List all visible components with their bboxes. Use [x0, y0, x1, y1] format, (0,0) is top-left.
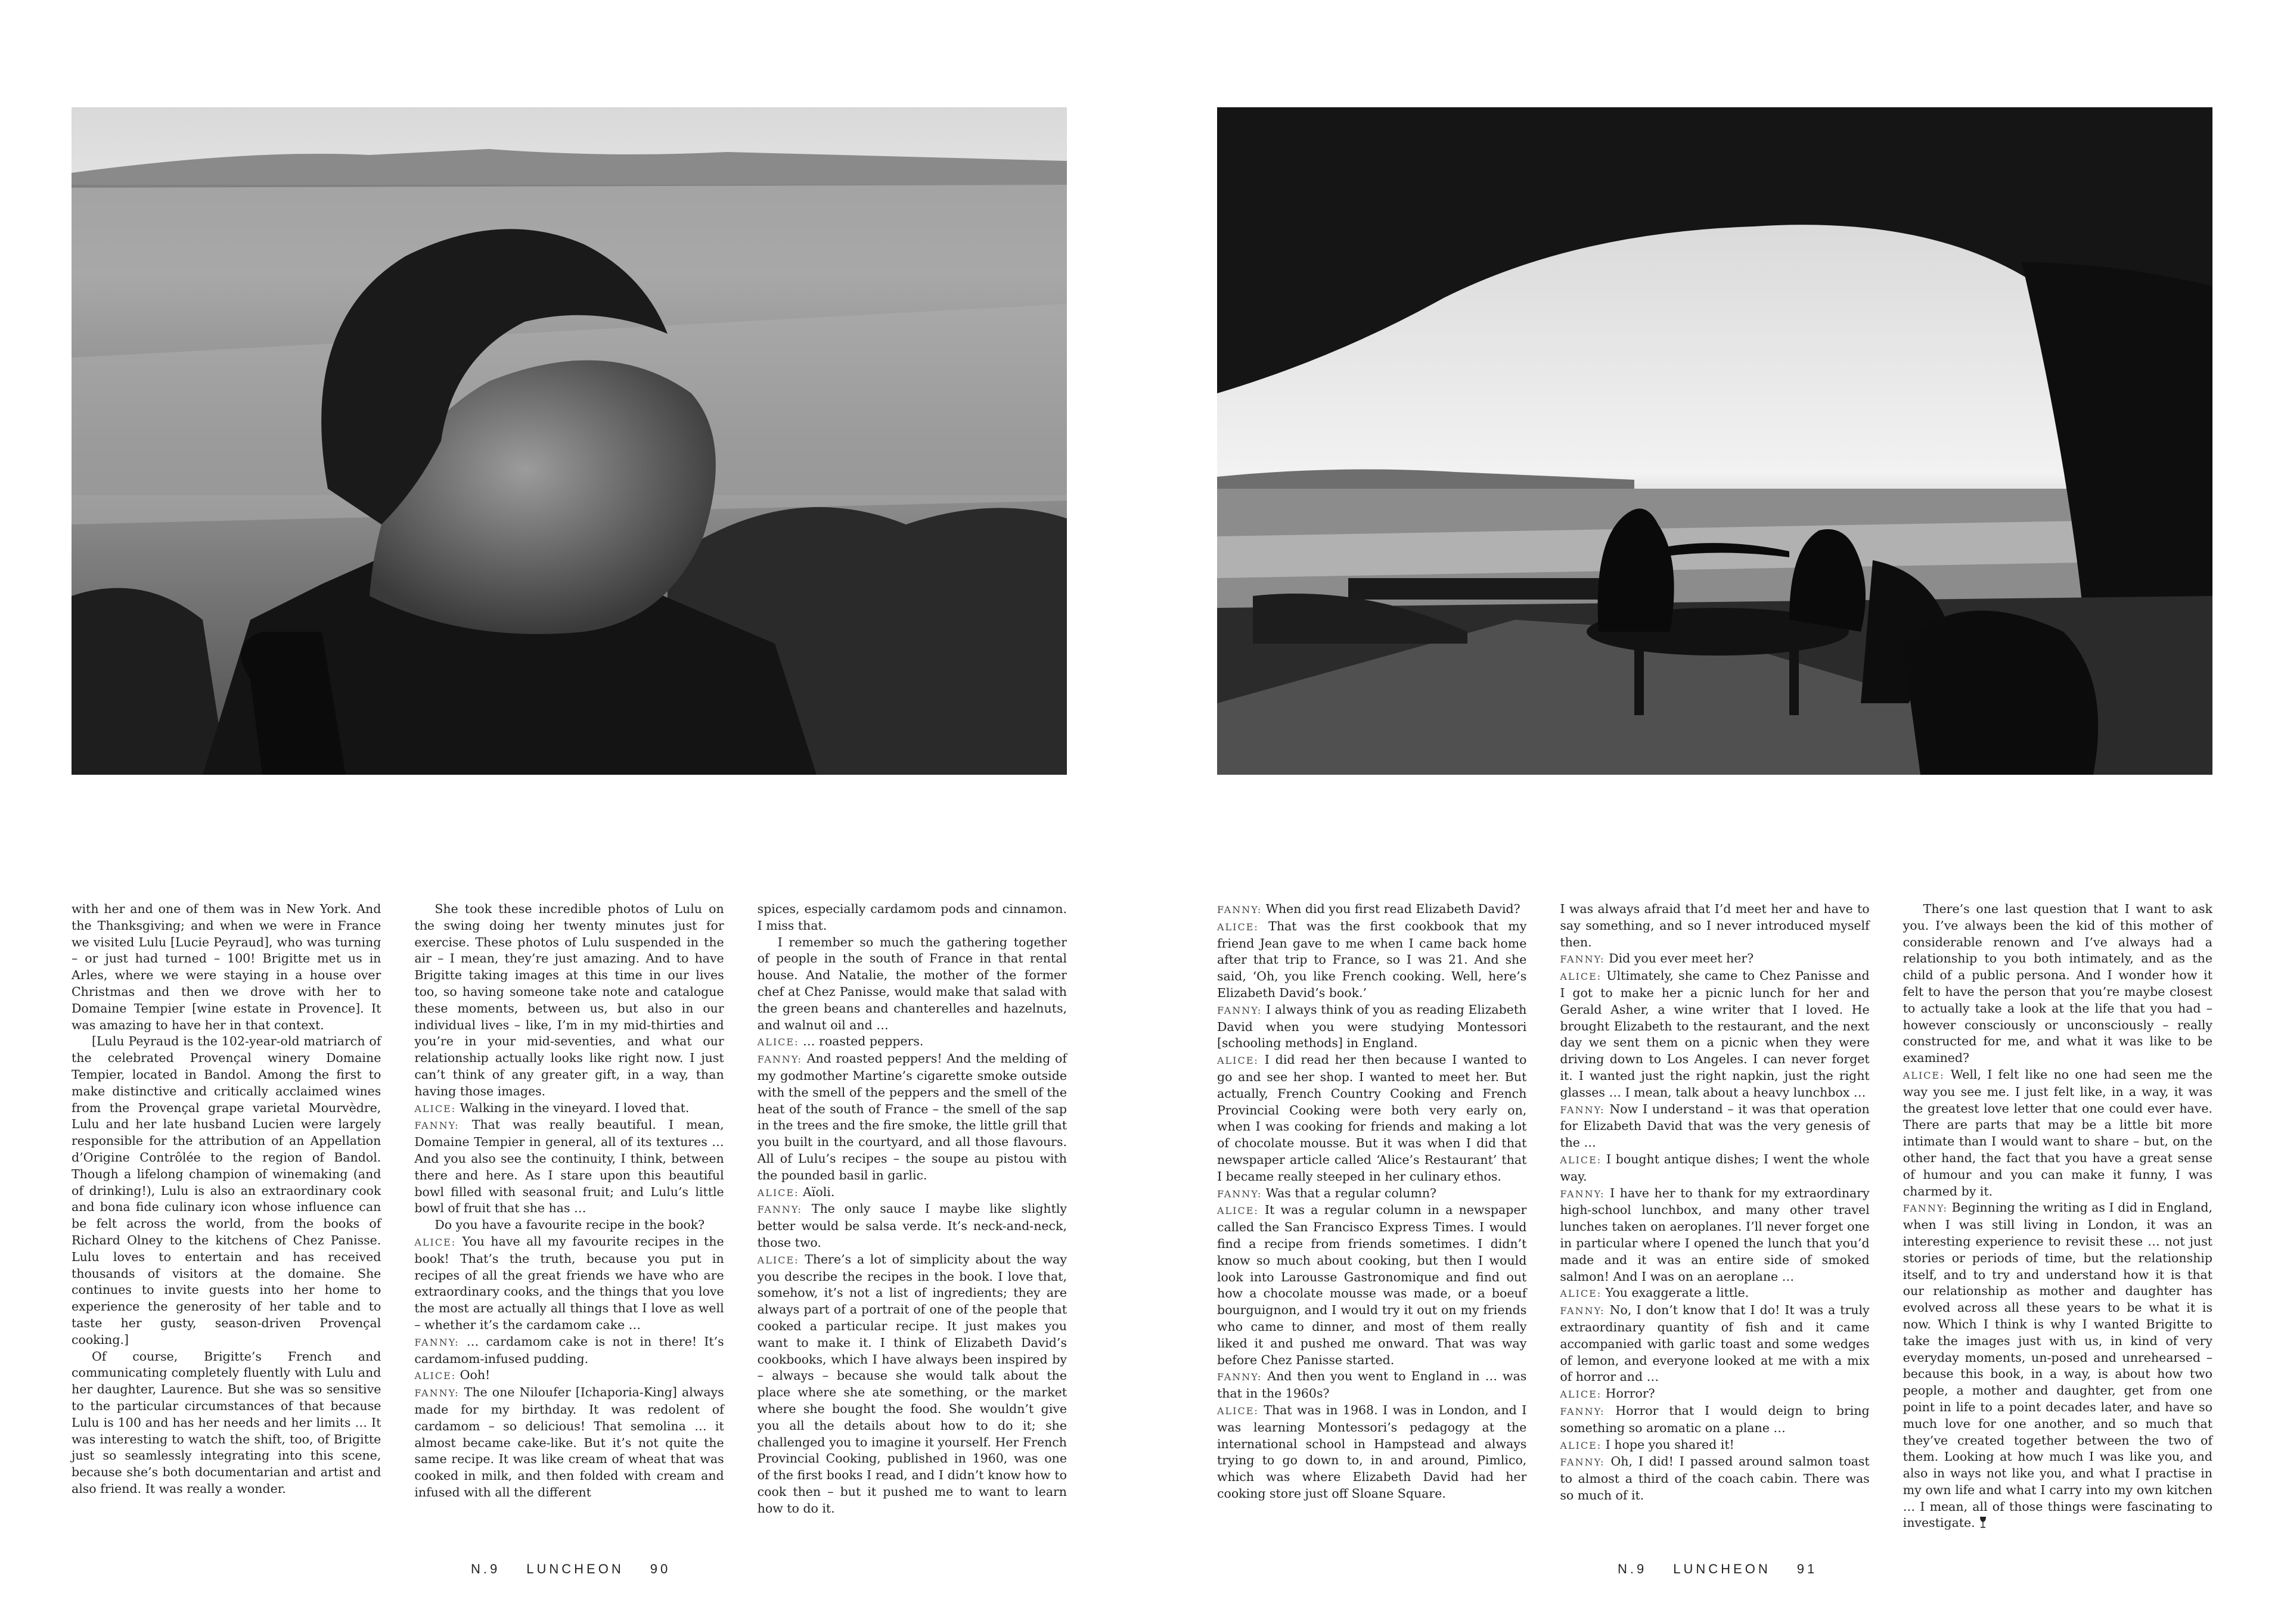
- speaker-label: FANNY:: [1560, 1457, 1605, 1468]
- paragraph: [758, 1201, 1067, 1251]
- paragraph: [1560, 1403, 1869, 1437]
- paragraph: [1217, 1368, 1526, 1402]
- right-photo: [1217, 107, 2212, 775]
- paragraph: [1560, 951, 1869, 968]
- paragraph-text: I always think of you as reading Elizabeth David when you were studying Montessori [schooling methods] in England.: [1217, 1002, 1527, 1051]
- paragraph-text: Well, I felt like no one had seen me the way you see me. I just felt like, in a way, it was the greatest love letter that one could ever have. There are parts that may be a little bit more intimate than I would want to share – but, on the other hand, the fact that you have a great sense of humour and you can make it funny, I was charmed by it.: [1903, 1067, 2212, 1198]
- speaker-label: FANNY:: [757, 1204, 802, 1216]
- paragraph: [1903, 901, 2212, 1067]
- paragraph-text: Ooh!: [460, 1368, 491, 1383]
- paragraph: [414, 1334, 724, 1368]
- paragraph: [1217, 1052, 1526, 1185]
- paragraph-text: Do you have a favourite recipe in the book?: [435, 1218, 705, 1232]
- paragraph: [72, 901, 381, 1033]
- speaker-label: ALICE:: [757, 1036, 799, 1048]
- paragraph-text: … cardamom cake is not in there! It’s cardamom-infused pudding.: [414, 1334, 724, 1366]
- paragraph: [414, 1367, 724, 1384]
- column-6: [1903, 901, 2212, 1530]
- speaker-label: FANNY:: [1560, 1188, 1605, 1200]
- left-photo: [72, 107, 1067, 775]
- paragraph: [1217, 918, 1526, 1002]
- paragraph: [72, 1033, 381, 1348]
- column-1: [72, 901, 381, 1521]
- paragraph: [414, 1234, 724, 1334]
- column-5: [1560, 901, 1869, 1521]
- paragraph: [1560, 1101, 1869, 1151]
- paragraph-text: Horror that I would deign to bring something so aromatic on a plane …: [1560, 1403, 1870, 1435]
- paragraph: [1560, 1151, 1869, 1185]
- landscape-photo-couple-under-tree-icon: [1217, 107, 2212, 775]
- wine-glass-icon: [1979, 1516, 1987, 1529]
- paragraph: [1217, 1185, 1526, 1203]
- paragraph: [414, 1117, 724, 1217]
- paragraph-text: Aïoli.: [803, 1184, 835, 1199]
- left-page: [0, 0, 1140, 1624]
- paragraph: [414, 1384, 724, 1501]
- paragraph: [1560, 901, 1869, 951]
- paragraph-text: I have her to thank for my extraordinary high-school lunchbox, and many other travel lunches taken on aeroplanes. I’ll never forget one in particular where I opened the lunch that you’d made and it was an entire side of smoked salmon! And I was on an aeroplane …: [1560, 1185, 1870, 1284]
- speaker-label: ALICE:: [1217, 1205, 1259, 1217]
- speaker-label: ALICE:: [1217, 1405, 1259, 1417]
- paragraph: [758, 901, 1067, 934]
- paragraph-text: You have all my favourite recipes in the book! That’s the truth, because you put in recipes of all the great friends we have who are extraordinary cooks, and the things that you love the most are actually all things that I love as well – whether it’s the cardamom cake …: [414, 1234, 724, 1332]
- paragraph-text: You exaggerate a little.: [1605, 1285, 1749, 1300]
- speaker-label: ALICE:: [1560, 1288, 1602, 1300]
- paragraph-text: She took these incredible photos of Lulu on the swing doing her twenty minutes just for exercise. These photos of Lulu suspended in the air – I mean, they’re just amazing. And to have Brigitte taking images at this time in our lives too, so having someone take note and catalogue these moments, between us, but also in our individual lives – like, I’m in my mid-thirties and you’re in your mid-seventies, and what our relationship actually looks like right now. I just can’t think of any greater gift, in a way, than having those images.: [414, 902, 724, 1098]
- paragraph: [758, 1184, 1067, 1201]
- paragraph: [1217, 901, 1526, 918]
- paragraph-text: I did read her then because I wanted to go and see her shop. I wanted to meet her. But actually, French Country Cooking and French Provincial Cooking were both very early on, when I was cooking for friends and making a lot of chocolate mousse. But it was when I did that newspaper article called ‘Alice’s Restaurant’ that I became really steeped in her culinary ethos.: [1217, 1052, 1527, 1184]
- paragraph: [1560, 1386, 1869, 1403]
- paragraph: [758, 1051, 1067, 1184]
- paragraph-text: Ultimately, she came to Chez Panisse and I got to make her a picnic lunch for her and Gerald Asher, a wine writer that I loved. He brought Elizabeth to the restaurant, and the next day we sent them on a picnic when they were driving down to Los Angeles. I can never forget it. I wanted just the right napkin, just the right glasses … I mean, talk about a heavy lunchbox …: [1560, 968, 1870, 1100]
- paragraph-text: No, I don’t know that I do! It was a truly extraordinary quantity of fish and it came accompanied with garlic toast and some wedges of lemon, and everyone looked at me with a mix of horror and …: [1560, 1303, 1870, 1384]
- speaker-label: FANNY:: [1560, 1305, 1605, 1317]
- folio-page-number: 91: [1796, 1561, 1818, 1576]
- paragraph-text: I remember so much the gathering together of people in the south of France in that rental house. And Natalie, the mother of the former chef at Chez Panisse, would make that salad with the green beans and chanterelles and hazelnuts, and walnut oil and …: [757, 934, 1067, 1032]
- speaker-label: FANNY:: [1217, 1371, 1262, 1383]
- paragraph: [1217, 1002, 1526, 1052]
- right-text-columns: [1217, 901, 2212, 1530]
- speaker-label: FANNY:: [757, 1054, 802, 1066]
- paragraph-text: It was a regular column in a newspaper called the San Francisco Express Times. I would find a recipe from friends sometimes. I didn’t know so much about cooking, but then I would look into Larousse Gastronomique and find out how a chocolate mousse was made, or a boeuf bourguignon, and I would try it out on my friends who came to dinner, and most of them really liked it and pushed me onward. That was way before Chez Panisse started.: [1217, 1203, 1527, 1367]
- paragraph-text: I was always afraid that I’d meet her and have to say something, and so I never introduced myself then.: [1560, 902, 1870, 949]
- paragraph: [758, 1033, 1067, 1051]
- paragraph-text: Walking in the vineyard. I loved that.: [460, 1100, 690, 1115]
- paragraph-text: Of course, Brigitte’s French and communicating completely fluently with Lulu and her daughter, Laurence. But she was so sensitive to the particular circumstances of that because Lulu is 100 and has her needs and her limits … It was interesting to watch the shift, too, of Brigitte just so seamlessly integrating into this scene, because she’s both documentarian and artist and also friend. It was really a wonder.: [72, 1349, 381, 1496]
- paragraph-text: Beginning the writing as I did in England, when I was still living in London, it was an interesting experience to revisit these … not just stories or periods of time, but the relationship itself, and to try and understand how it is that our relationship as mother and daughter has evolved across all these years to be what it is now. Which I think is why I wanted Brigitte to take the images just with us, in kind of very everyday moments, un-posed and unrehearsed – because this book, in a way, is about how two people, a mother and daughter, get from one point in life to a point decades later, and have so much love for one another, and so much that they’ve created together between the two of them. Looking at how much I was like you, and also in ways not like you, and what I practise in my own life and what I carry into my own kitchen … I mean, all of those things were fascinating to investigate.: [1903, 1200, 2212, 1530]
- speaker-label: ALICE:: [414, 1370, 457, 1382]
- paragraph-text: And roasted peppers! And the melding of my godmother Martine’s cigarette smoke outside with the smell of the peppers and the smell of the heat of the south of France – the smell of the sap in the trees and the fire smoke, the little grill that you built in the courtyard, and all those flavours. All of Lulu’s recipes – the soupe au pistou with the pounded basil in garlic.: [757, 1051, 1067, 1182]
- paragraph: [1903, 1200, 2212, 1532]
- speaker-label: ALICE:: [1560, 1389, 1602, 1401]
- paragraph-text: Did you ever meet her?: [1609, 951, 1754, 966]
- paragraph: [414, 1217, 724, 1234]
- folio-issue: N.9: [471, 1561, 501, 1576]
- left-text-columns: [72, 901, 1067, 1521]
- paragraph-text: That was the first cookbook that my friend Jean gave to me when I came back home after that trip to France, so I was 21. And she said, ‘Oh, you like French cooking. Well, here’s Elizabeth David’s book.’: [1217, 918, 1527, 1000]
- portrait-photo-woman-by-sea-icon: [72, 107, 1067, 775]
- folio-issue: N.9: [1618, 1561, 1647, 1576]
- speaker-label: FANNY:: [1217, 904, 1262, 915]
- paragraph-text: … roasted peppers.: [803, 1034, 924, 1049]
- speaker-label: FANNY:: [1217, 1188, 1262, 1200]
- speaker-label: FANNY:: [1560, 954, 1605, 965]
- column-4: [1217, 901, 1526, 1521]
- paragraph-text: Horror?: [1605, 1386, 1655, 1401]
- paragraph: [1903, 1067, 2212, 1200]
- paragraph-text: spices, especially cardamom pods and cinnamon. I miss that.: [757, 902, 1067, 933]
- column-3: [758, 901, 1067, 1521]
- paragraph: [1560, 1185, 1869, 1285]
- paragraph: [72, 1349, 381, 1498]
- paragraph-text: And then you went to England in … was that in the 1960s?: [1217, 1369, 1527, 1401]
- speaker-label: ALICE:: [1560, 1154, 1602, 1166]
- paragraph: [1560, 968, 1869, 1101]
- paragraph: [758, 1252, 1067, 1517]
- speaker-label: FANNY:: [1217, 1004, 1262, 1016]
- paragraph: [1217, 1402, 1526, 1502]
- column-2: [414, 901, 724, 1521]
- paragraph: [758, 934, 1067, 1034]
- paragraph-text: [Lulu Peyraud is the 102-year-old matriarch of the celebrated Provençal winery Domaine Tempier, located in Bandol. Among the first to make distinctive and critically acclaimed wines from the Provençal grape varietal Mourvèdre, Lulu and her late husband Lucien were largely responsible for the attribution of an Appellation d’Origine Contrôlée to the region of Bandol. Though a lifelong champion of winemaking (and of drinking!), Lulu is also an extraordinary cook and bona fide culinary icon whose influence can be felt across the world, from the books of Richard Olney to the kitchens of Chez Panisse. Lulu loves to entertain and has received thousands of visitors at the domaine. She continues to invite guests into her home to experience the generosity of her table and to taste her gusty, season-driven Provençal cooking.]: [72, 1034, 381, 1347]
- folio-right: [1618, 1561, 1844, 1577]
- paragraph-text: That was really beautiful. I mean, Domaine Tempier in general, all of its textures … And you also see the continuity, I think, between there and here. As I stare upon this beautiful bowl filled with seasonal fruit; and Lulu’s little bowl of fruit that she has …: [414, 1117, 724, 1216]
- paragraph-text: Now I understand – it was that operation for Elizabeth David that was the very genesis of the …: [1560, 1101, 1870, 1150]
- speaker-label: FANNY:: [414, 1120, 460, 1132]
- paragraph: [1560, 1285, 1869, 1302]
- paragraph-text: Oh, I did! I passed around salmon toast to almost a third of the coach cabin. There was so much of it.: [1560, 1454, 1870, 1502]
- folio-section: LUNCHEON: [1673, 1561, 1771, 1576]
- speaker-label: FANNY:: [1560, 1405, 1605, 1417]
- speaker-label: FANNY:: [414, 1387, 460, 1399]
- paragraph-text: When did you first read Elizabeth David?: [1265, 902, 1520, 916]
- paragraph-text: I hope you shared it!: [1605, 1437, 1734, 1452]
- speaker-label: FANNY:: [414, 1336, 460, 1348]
- speaker-label: ALICE:: [757, 1254, 799, 1266]
- paragraph-text: The only sauce I maybe like slightly better would be salsa verde. It’s neck-and-neck, those two.: [757, 1201, 1067, 1250]
- speaker-label: ALICE:: [1560, 971, 1602, 983]
- paragraph: [414, 1100, 724, 1117]
- folio-page-number: 90: [650, 1561, 671, 1576]
- speaker-label: ALICE:: [1903, 1069, 1945, 1081]
- paragraph-text: That was in 1968. I was in London, and I was learning Montessori’s pedagogy at the international school in Hampstead and always trying to go down to, in and around, Pimlico, which was where Elizabeth David had her cooking store just off Sloane Square.: [1217, 1402, 1527, 1501]
- folio-left: [471, 1561, 697, 1577]
- speaker-label: FANNY:: [1560, 1104, 1605, 1116]
- paragraph: [1560, 1437, 1869, 1454]
- speaker-label: FANNY:: [1903, 1203, 1948, 1215]
- paragraph: [1560, 1302, 1869, 1386]
- speaker-label: ALICE:: [1217, 921, 1259, 933]
- speaker-label: ALICE:: [414, 1236, 457, 1248]
- paragraph-text: The one Niloufer [Ichaporia-King] always made for my birthday. It was redolent of cardamom – so delicious! That semolina … it almost became cake-like. But it’s not quite the same recipe. It was like cream of wheat that was cooked in milk, and then folded with cream and infused with all the different: [414, 1385, 724, 1499]
- paragraph-text: with her and one of them was in New York. And the Thanksgiving; and when we were in France we visited Lulu [Lucie Peyraud], who was turning – or just had turned – 100! Brigitte met us in Arles, where we were staying in a house over Christmas and then we drove with her to Domaine Tempier [wine estate in Provence]. It was amazing to have her in that context.: [72, 902, 381, 1032]
- paragraph: [414, 901, 724, 1100]
- folio-section: LUNCHEON: [526, 1561, 624, 1576]
- right-page: [1141, 0, 2281, 1624]
- paragraph-text: There’s a lot of simplicity about the way you describe the recipes in the book. I love that, somehow, it’s not a list of ingredients; they are always part of a portrait of one of the people that cooked a particular recipe. It just makes you want to make it. I think of Elizabeth David’s cookbooks, which I have always been inspired by – always – because she would talk about the place where she ate something, or the market where she bought the food. She wouldn’t give you all the details about how to do it; she challenged you to imagine it yourself. Her French Provincial Cooking, published in 1960, was one of the first books I read, and I didn’t know how to cook then – but it pushed me to want to learn how to do it.: [757, 1252, 1067, 1516]
- paragraph-text: There’s one last question that I want to ask you. I’ve always been the kid of this mother of considerable renown and I’ve always had a relationship to you both intimately, and as the child of a public persona. And I wonder how it felt to have the person that you’re maybe closest to actually take a look at the life that you had – however consciously or unconsciously – really constructed for me, and what it was like to be examined?: [1903, 902, 2212, 1066]
- paragraph: [1217, 1202, 1526, 1368]
- speaker-label: ALICE:: [414, 1103, 457, 1114]
- speaker-label: ALICE:: [1560, 1439, 1602, 1451]
- paragraph-text: Was that a regular column?: [1265, 1185, 1437, 1200]
- paragraph: [1560, 1454, 1869, 1504]
- paragraph-text: I bought antique dishes; I went the whole way.: [1560, 1151, 1870, 1184]
- speaker-label: ALICE:: [757, 1187, 799, 1198]
- speaker-label: ALICE:: [1217, 1055, 1259, 1067]
